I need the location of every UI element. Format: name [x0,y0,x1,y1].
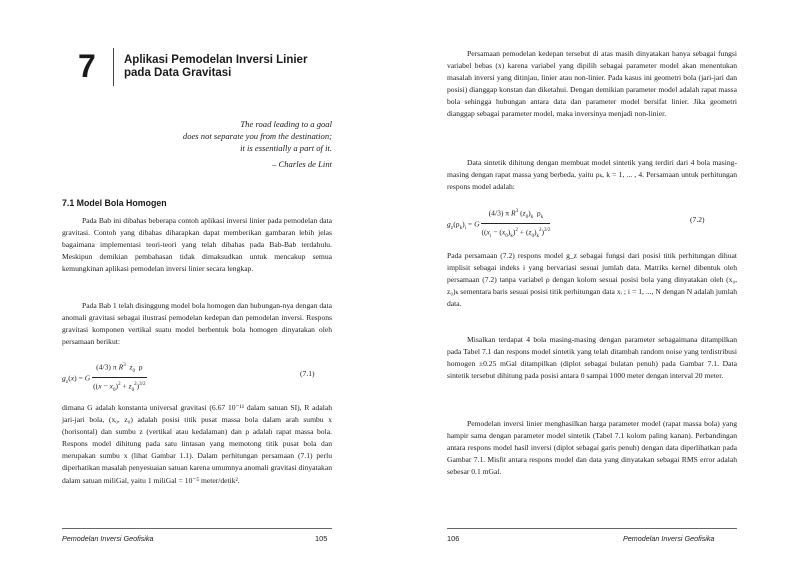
right-paragraph-3: Pada persamaan (7.2) respons model g_z sebagai fungsi dari posisi titik perhitungan dihuat implisit sebagai indeks i yang bervariasi sesuai jumlah data. Matriks kernel dibentuk oleh persamaan (7.2) tanpa variabel ρ dengan kolom sesuai posisi bola yang dinyatakan oleh (x₀, z₀)ₖ sementara baris sesuai posisi titik perhitungan data xᵢ ; i = 1, ..., N dengan N adalah jumlah data. [447,251,737,309]
epigraph-line1: The road leading to a goal [240,119,332,129]
chapter-title-line1: Aplikasi Pemodelan Inversi Linier [124,54,308,66]
left-paragraph-1: Pada Bab ini dibahas beberapa contoh aplikasi inversi linier pada pemodelan data gravitasi. Contoh yang dibahas diharapkan dapat memberikan gambaran lebih jelas bagaimana implementasi teori-teori yang telah dibahas pada Bab-Bab terdahulu. Meskipun demikian pembahasan tidak dimaksudkan untuk mencakup semua kemungkinan aplikasi pemodelan inversi linier secara lengkap. [62,216,332,274]
chapter-number: 7 [78,48,96,84]
right-page-number: 106 [447,534,460,543]
equation-7-1: $g_z(x) = G$ $\frac{(4/3) \pi R^3 z_0 \rho}{((x - x_0)^2 + z_0^2)^{3/2}}$ [62,360,147,397]
left-footer-rule [62,528,332,529]
equation-number-7-1: (7.1) [300,369,315,378]
equation-7-2: $g_z(\rho_k)_i = G$ $\frac{(4/3) \pi R^3 (z_0)_k \rho_k}{((x_i - (x_0)_k)^2 + (z_0)_k^2)^{3/2}}$ [447,206,550,243]
right-paragraph-2: Data sintetik dihitung dengan membuat model sintetik yang terdiri dari 4 bola masing-masing dengan rapat massa yang berbeda, yaitu ρₖ, k = 1, ... , 4. Persamaan untuk perhitungan respons model adalah: [447,158,737,192]
right-footer-title: Pemodelan Inversi Geofisika [623,534,715,543]
epigraph-line2: does not separate you from the destination; [182,130,332,141]
section-heading: 7.1 Model Bola Homogen [62,198,167,208]
right-paragraph-1: Persamaan pemodelan kedepan tersebut di atas masih dinyatakan hanya sebagai fungsi variabel bebas (x) karena variabel yang dipilih sebagai parameter model akan menentukan masalah inversi yang ditinjau, linier atau non-linier. Pada kasus ini geometri bola (jari-jari dan posisi) dianggap konstan dan diketahui. Dengan demikian parameter model adalah rapat massa bola sehingga hubungan antara data dan parameter model bersifat linier. Jika geometri dianggap sebagai parameter model, maka inversinya menjadi non-linier. [447,49,737,119]
right-footer-rule [447,528,737,529]
epigraph [183,119,332,171]
epigraph-author: – Charles de Lint [272,159,332,170]
epigraph-line3: it is essentially a part of it. [240,142,332,153]
left-page-number: 105 [315,534,328,543]
chapter-title [124,54,307,80]
left-paragraph-2: Pada Bab 1 telah disinggung model bola homogen dan hubungan-nya dengan data anomali gravitasi sebagai ilustrasi pemodelan kedepan dan pemodelan inversi. Respons gravitasi komponen vertikal suatu model berbentuk bola homogen dinyatakan oleh persamaan berikut: [62,301,332,347]
right-paragraph-4: Misalkan terdapat 4 bola masing-masing dengan parameter sebagaimana ditampilkan pada Tabel 7.1 dan respons model sintetik yang telah ditambah random noise yang terdistribusi homogen ±0.25 mGal ditampilkan (diplot sebagai bulatan penuh) pada Gambar 7.1. Data sintetik tersebut dihitung pada posisi antara 0 sampai 1000 meter dengan interval 20 meter. [447,335,737,381]
right-page [400,0,800,565]
left-footer-title: Pemodelan Inversi Geofisika [62,534,154,543]
chapter-divider [113,48,114,86]
left-paragraph-3: dimana G adalah konstanta universal gravitasi (6.67 10⁻¹¹ dalam satuan SI), R adalah jari-jari bola, (x₀, z₀) adalah posisi titik pusat massa bola dalam arah sumbu x (horisontal) dan sumbu z (vertikal atau kedalaman) dan ρ adalah rapat massa bola. Respons model dihitung pada satu lintasan yang memotong titik pusat bola dan merupakan sumbu x (lihat Gambar 1.1). Dalam perhitungan persamaan (7.1) perlu diperhatikan masalah penyesuaian satuan karena umumnya anomali gravitasi dinyatakan dalam satuan miliGal, yaitu 1 miliGal = 10⁻⁵ meter/detik². [62,403,332,485]
chapter-title-line2: pada Data Gravitasi [124,67,232,79]
right-paragraph-5: Pemodelan inversi linier menghasilkan harga parameter model (rapat massa bola) yang hampir sama dengan parameter model sintetik (Tabel 7.1 kolom paling kanan). Perbandingan antara respons model hasil inversi (diplot sebagai garis penuh) dengan data diperlihatkan pada Gambar 7.1. Misfit antara respons model dan data yang dinyatakan sebagai RMS error adalah sebesar 0.1 mGal. [447,419,737,477]
equation-number-7-2: (7.2) [690,215,705,224]
